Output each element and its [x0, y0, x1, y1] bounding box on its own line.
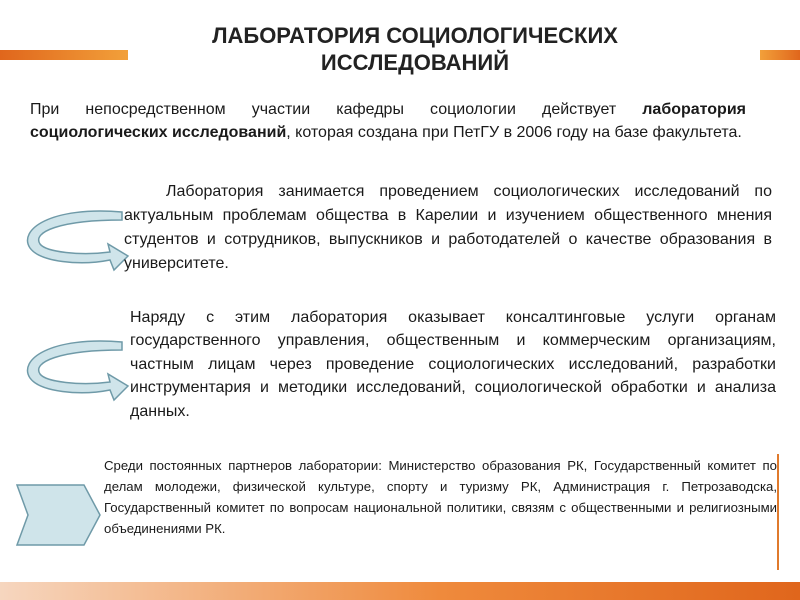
top-accent-bar-right: [760, 50, 800, 60]
right-accent-line: [777, 454, 779, 570]
curved-arrow-icon: [10, 200, 130, 278]
title-line-2: ИССЛЕДОВАНИЙ: [320, 50, 510, 75]
paragraph-consulting: Наряду с этим лаборатория оказывает консалтинговые услуги органам государственного управления, общественным и коммерческим организациям, частным лицам через проведение социологических исследований, разработки инструментария и методики исследований, социологической обработки и анализа данных.: [130, 309, 776, 420]
paragraph-activities: Лаборатория занимается проведением социологических исследований по актуальным проблемам общества в Карелии и изучением общественного мнения студентов и сотрудников, выпускников и работодателей о качестве образования в университете.: [124, 183, 772, 272]
intro-bold-lab-name: лаборатория социологических исследований: [30, 101, 746, 141]
curved-arrow-icon: [10, 330, 130, 408]
chevron-shape-icon: [14, 480, 104, 550]
intro-text-after: , которая создана при ПетГУ в 2006 году на базе факультета.: [286, 124, 742, 141]
bottom-accent-bar: [0, 582, 800, 600]
paragraph-partners: Среди постоянных партнеров лаборатории: Министерство образования РК, Государственный комитет по делам молодежи, физической культуре, спорту и туризму РК, Администрация г. Петрозаводска, Государственный комитет по вопросам национальной политики, связям с общественными и религиозными объединениями РК.: [104, 458, 777, 536]
intro-paragraph: [30, 98, 746, 144]
top-accent-bar-left: [0, 50, 128, 60]
intro-text-before: При непосредственном участии кафедры социологии действует: [30, 101, 643, 118]
slide-title: [150, 22, 680, 76]
title-line-1: ЛАБОРАТОРИЯ СОЦИОЛОГИЧЕСКИХ: [212, 23, 618, 48]
